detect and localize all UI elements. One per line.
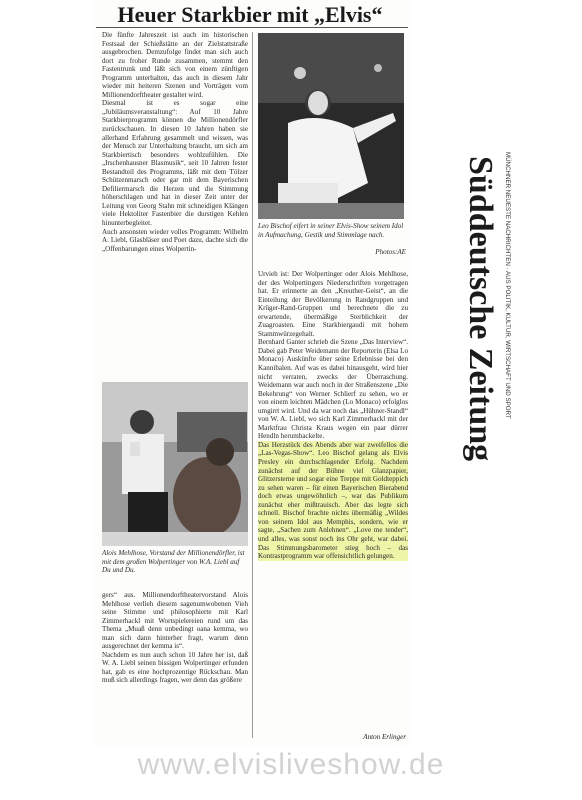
paragraph: Diesmal ist es sogar eine „Jubiläumsveranstaltung“: Auf 10 Jahre Starkbierprogramm können die Millionendörfler zurückschauen. In diesen 10 Jahren haben sie allerhand Erfahrung gesammelt und wissen, was der Mensch zur Unterhaltung braucht, um sich am Starkbiertisch besonders wohlzufühlen. Die „Irschenhausner Blasmusik“, seit 10 Jahren fester Bestandteil des Programms, läßt mit dem Tölzer Schützenmarsch oder gar mit dem Bayerischen Defiliermarsch die Herzen und die Stimmung höherschlagen und hat in dieser Zeit unter der Leitung von Georg Stahn mit schneidigen Klängen viele Hektoliter Fastenbier die durstigen Kehlen hinunterbegleitet.	[102, 99, 248, 228]
paragraph: Die fünfte Jahreszeit ist auch im historischen Festsaal der Schießstätte an der Zielstattstraße ausgebrochen. Demzufolge findet man sich auch dort zu froher Runde zusammen, stemmt den Fastentrunk und läßt sich von einem zünftigen Programm unterhalten, das auch in diesem Jahr wieder mit heiteren Szenen und Vorträgen vom Millionendorftheater gestaltet wird.	[102, 31, 248, 99]
article-column-2	[258, 270, 408, 740]
column-rule	[252, 32, 253, 738]
photo-credit: Photos:AE	[375, 248, 406, 256]
photo-elvis-show	[258, 33, 404, 219]
caption-elvis: Leo Bischof eifert in seiner Elvis-Show seinem Idol in Aufmachung, Gestik und Stimmlage nach.	[258, 222, 404, 239]
author-byline: Anton Erlinger	[363, 733, 406, 741]
newspaper-masthead	[458, 150, 518, 590]
article-headline: Heuer Starkbier mit „Elvis“	[117, 2, 383, 27]
masthead-subtitle: MÜNCHNER NEUESTE NACHRICHTEN · AUS POLITIK, KULTUR, WIRTSCHAFT UND SPORT	[504, 152, 511, 419]
headline-rule	[96, 27, 408, 28]
watermark: www.elvisliveshow.de	[137, 748, 445, 781]
paragraph: Bernhard Ganter schrieb die Szene „Das Interview“. Dabei gab Peter Weidemann der Reporterin (Elsa Lo Monaco) Auskünfte über seine Erlebnisse bei den Kannibalen. Auf was es dabei hinausgeht, wird hier nicht verraten, zwecks der Überraschung. Weidemann war auch noch in der Straßenszene „Die Bekehrung“ von Werner Schlierf zu sehen, wo er von einem leichten Mädchen (Lo Monaco) erfolglos umgirrt wird. Und da war noch das „Hühner-Standl“ von W. A. Liebl, wo sich Karl Zimmerhackl mit der Marktfrau Christa Kraus wegen ein paar dürrer Hendln herumbackelte.	[258, 338, 408, 441]
highlighted-paragraph: Das Herzstück des Abends aber war zweifellos die „Las-Vegas-Show“. Leo Bischof gelang als Elvis Presley ein durchschlagender Erfolg. Nachdem zunächst auf der Bühne viel Glanzpapier, Glitzersterne und sogar eine Treppe mit Goldteppich zu sehen waren – für einen Bayerischen Bierabend doch etwas ungewöhnlich –, war das Publikum zunächst eher mißtrauisch. Aber das legte sich schnell. Bischof brachte nichts übermäßig „Wildes von seinem Idol aus Memphis, sondern, wie er sagte, „Sachen zum Anlehnen“. „Love me tender“, und alles, was sonst noch ins Ohr geht, war dabei. Das Stimmungsbarometer stieg hoch – das Kontrastprogramm war offensichtlich gelungen.	[258, 440, 408, 561]
paragraph: Auch ansonsten wieder volles Programm: Wilhelm A. Liebl, Glasbläser und Poet dazu, dachte sich die „Offenbarungen eines Wolpertin-	[102, 227, 248, 253]
caption-wolpertinger: Alois Mehlhose, Vorstand der Millionendörfler, ist mit dem großen Wolpertinger von W.A. Liebl auf Du und Du.	[102, 549, 245, 575]
paragraph: gers“ aus. Millionendorftheatervorstand Alois Mehlhose verlieh diesem sagenumwobenen Vieh seine Stimme und philosophierte mit Karl Zimmerhackl mit Wortspielereien rund um das Thema „Muaß denn unbedingt oana kemma, wo man sich dann hinterher fragt, warum denn ausgerechnet der kemma is“.	[102, 591, 248, 651]
masthead-title: Süddeutsche Zeitung	[462, 156, 499, 462]
paragraph: Nachdem es nun auch schon 10 Jahre her ist, daß W. A. Liebl seinen bissigen Wolpertinger erfunden hat, gab es eine hochprozentige Rückschau. Man muß sich allerdings fragen, wer denn das größere	[102, 650, 248, 685]
article-column-1-top	[102, 31, 248, 399]
article-column-1-bottom	[102, 591, 248, 741]
paragraph: Urvieh ist: Der Wolpertinger oder Alois Mehlhose, der des Wolpertingers Niederschriften vorgetragen hat. Er erinnerte an den „Kreuther-Geist“, an die Einteilung der Bevölkerung in Randgruppen und Krüger-Rand-Gruppen und berechnete die zu erwartende, übermäßige Sterblichkeit der Zuagroasten. Eine Starkbiergaudi mit hohem Stammwürzegehalt.	[258, 270, 408, 338]
photo-wolpertinger	[102, 382, 248, 546]
